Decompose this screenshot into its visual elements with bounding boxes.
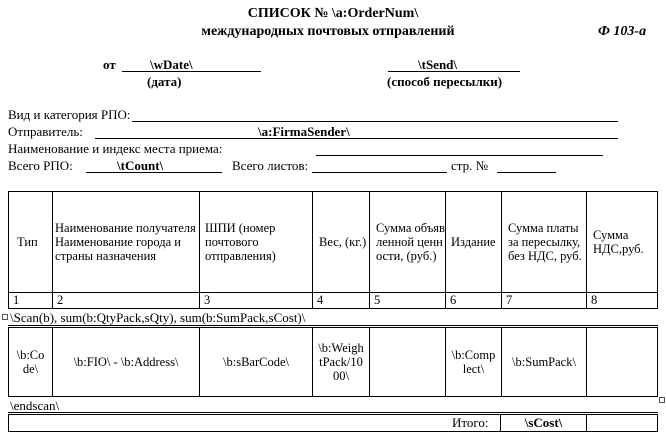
sender-value: \a:FirmaSender\ [258, 124, 350, 139]
data-cell-sumpack: \b:SumPack\ [501, 327, 587, 397]
row-end-marker [659, 397, 665, 403]
col-number-3: 3 [199, 292, 313, 309]
col-header-weight: Вес, (кг.) [312, 191, 370, 293]
place-label: Наименование и индекс места приема: [8, 141, 223, 156]
total-row-spacer [8, 414, 501, 432]
total-rpo-label: Всего РПО: [8, 158, 73, 173]
col-number-7: 7 [501, 292, 587, 309]
place-line [316, 155, 603, 156]
col-header-recipient: Наименование получателя Наименование города и страны назначения [52, 191, 200, 293]
data-cell-complect: \b:Complect\ [445, 327, 502, 397]
row-anchor-marker [2, 314, 8, 320]
col-number-5: 5 [369, 292, 446, 309]
page-line [497, 172, 556, 173]
col-header-postage-sum: Сумма платы за пересылку, без НДС, руб. [501, 191, 587, 293]
document-subtitle: международных почтовых отправлений [201, 24, 455, 39]
sender-line [95, 138, 618, 139]
rpo-kind-label: Вид и категория РПО: [8, 107, 131, 122]
date-caption: (дата) [147, 74, 182, 89]
total-vat-cell [586, 414, 658, 432]
col-header-edition: Издание [445, 191, 502, 293]
rpo-kind-line [132, 121, 618, 122]
data-cell-declared-value [369, 327, 446, 397]
data-cell-code: \b:Code\ [8, 327, 53, 397]
send-caption: (способ пересылки) [387, 74, 503, 89]
col-header-vat-sum: Сумма НДС,руб. [586, 191, 658, 293]
col-number-4: 4 [312, 292, 370, 309]
col-number-8: 8 [586, 292, 658, 309]
form-code: Ф 103-а [598, 24, 647, 39]
col-header-type: Тип [8, 191, 53, 293]
document-title: СПИСОК № \a:OrderNum\ [247, 6, 419, 21]
date-value: \wDate\ [150, 57, 193, 72]
total-sheets-line [312, 172, 447, 173]
scan-line-rule [8, 325, 658, 326]
send-value: \tSend\ [418, 57, 458, 72]
scan-line: \Scan(b), sum(b:QtyPack,sQty), sum(b:SumPack,sCost)\ [10, 310, 306, 325]
col-number-2: 2 [52, 292, 200, 309]
col-header-barcode: ШПИ (номер почтового отправления) [199, 191, 313, 293]
data-cell-weight: \b:WeightPack/1000\ [312, 327, 370, 397]
endscan-line: \endscan\ [10, 398, 60, 413]
total-sheets-label: Всего листов: [232, 158, 309, 173]
endscan-line-rule [8, 412, 658, 413]
data-cell-fio-address: \b:FIO\ - \b:Address\ [52, 327, 200, 397]
total-label: Итого: [452, 415, 489, 430]
total-rpo-value: \tCount\ [117, 158, 164, 173]
col-number-1: 1 [8, 292, 53, 309]
sender-label: Отправитель: [8, 124, 83, 139]
from-label: от [103, 57, 116, 72]
data-cell-vat [586, 327, 658, 397]
data-cell-barcode: \b:sBarCode\ [199, 327, 313, 397]
col-number-6: 6 [445, 292, 502, 309]
col-header-declared-value: Сумма объявленной ценности, (руб.) [369, 191, 446, 293]
total-value: \sCost\ [500, 414, 587, 432]
page-label: стр. № [451, 158, 489, 173]
